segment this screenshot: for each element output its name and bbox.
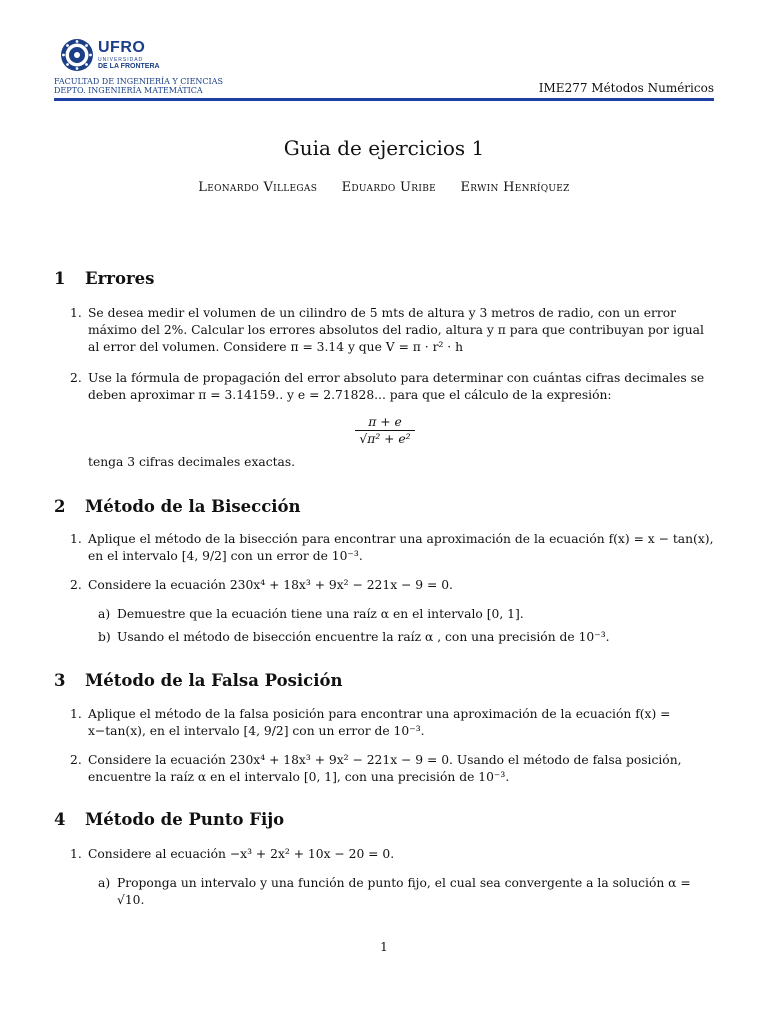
faculty-line: FACULTAD DE INGENIERÍA Y CIENCIAS bbox=[54, 77, 223, 86]
faculty-info bbox=[54, 77, 223, 95]
document-title: Guia de ejercicios 1 bbox=[283, 136, 485, 160]
section-title: Errores bbox=[85, 269, 155, 288]
item-number: 2. bbox=[70, 371, 82, 385]
sub-item bbox=[98, 606, 718, 623]
item-number: 2. bbox=[70, 578, 82, 592]
item-text: Aplique el método de la falsa posición para encontrar una aproximación de la ecuación f(x) = x−tan(x), en el intervalo [4, 9/2] con un error de 10⁻³. bbox=[88, 707, 671, 738]
item-number: 1. bbox=[70, 532, 82, 546]
brand-name: UFRO bbox=[98, 39, 146, 56]
sub-item-text: Proponga un intervalo y una función de punto fijo, el cual sea convergente a la solución α = √10. bbox=[117, 876, 691, 907]
exercise-item bbox=[70, 752, 716, 786]
item-text: Aplique el método de la bisección para encontrar una aproximación de la ecuación f(x) = x − tan(x), en el intervalo [4, 9/2] con un error de 10⁻³. bbox=[88, 532, 714, 563]
item-text: Considere la ecuación 230x⁴ + 18x³ + 9x² − 221x − 9 = 0. bbox=[88, 578, 453, 592]
fraction-equation bbox=[330, 415, 440, 446]
department-line: DEPTO. INGENIERÍA MATEMÁTICA bbox=[54, 86, 203, 95]
section-heading bbox=[54, 671, 343, 690]
sub-item-label: b) bbox=[98, 630, 111, 644]
ufro-logo bbox=[60, 38, 160, 76]
section-title: Método de la Bisección bbox=[85, 497, 301, 516]
exercise-item bbox=[70, 370, 716, 404]
author: Leonardo Villegas bbox=[198, 180, 318, 195]
exercise-item bbox=[70, 305, 716, 356]
item-number: 1. bbox=[70, 847, 82, 861]
course-title: IME277 Métodos Numéricos bbox=[538, 81, 714, 95]
author-list bbox=[0, 180, 768, 195]
fraction-denominator: √π² + e² bbox=[359, 432, 411, 446]
section-number: 2 bbox=[54, 497, 66, 516]
brand-subtitle-bold: DE LA FRONTERA bbox=[98, 63, 160, 70]
section-number: 3 bbox=[54, 671, 66, 690]
section-heading bbox=[54, 497, 301, 516]
exercise-item bbox=[70, 531, 716, 565]
author: Erwin Henríquez bbox=[460, 180, 570, 195]
item-number: 2. bbox=[70, 753, 82, 767]
sub-item bbox=[98, 875, 718, 909]
page-number: 1 bbox=[380, 940, 388, 954]
item-number: 1. bbox=[70, 707, 82, 721]
sub-item-text: Demuestre que la ecuación tiene una raíz α en el intervalo [0, 1]. bbox=[117, 607, 524, 621]
sub-item-label: a) bbox=[98, 876, 111, 890]
item-text: Considere al ecuación −x³ + 2x² + 10x − 20 = 0. bbox=[88, 847, 395, 861]
fraction-numerator: π + e bbox=[368, 415, 402, 429]
sub-item-label: a) bbox=[98, 607, 111, 621]
item-text: Use la fórmula de propagación del error absoluto para determinar con cuántas cifras decimales se deben aproximar π = 3.14159.. y e = 2.71828... para que el cálculo de la expresión: bbox=[88, 371, 705, 402]
sub-item-text: Usando el método de bisección encuentre la raíz α , con una precisión de 10⁻³. bbox=[117, 630, 610, 644]
section-title: Método de Punto Fijo bbox=[85, 810, 285, 829]
exercise-item bbox=[70, 706, 716, 740]
brand-subtitle: UNIVERSIDAD bbox=[98, 57, 144, 63]
item-continuation: tenga 3 cifras decimales exactas. bbox=[88, 455, 296, 469]
section-number: 1 bbox=[54, 269, 66, 288]
section-title: Método de la Falsa Posición bbox=[85, 671, 343, 690]
sub-item bbox=[98, 629, 718, 646]
section-number: 4 bbox=[54, 810, 66, 829]
author: Eduardo Uribe bbox=[341, 180, 436, 195]
item-text: Se desea medir el volumen de un cilindro de 5 mts de altura y 3 metros de radio, con un error máximo del 2%. Calcular los errores absolutos del radio, altura y π para que contribuyan por igual al error del volumen. Considere π = 3.14 y que V = π · r² · h bbox=[88, 306, 704, 354]
header-rule bbox=[54, 98, 714, 101]
exercise-item bbox=[70, 577, 716, 594]
section-heading bbox=[54, 269, 154, 288]
item-text: Considere la ecuación 230x⁴ + 18x³ + 9x² − 221x − 9 = 0. Usando el método de falsa posición, encuentre la raíz α en el intervalo [0, 1], con una precisión de 10⁻³. bbox=[88, 753, 682, 784]
item-number: 1. bbox=[70, 306, 82, 320]
section-heading bbox=[54, 810, 284, 829]
university-seal-icon bbox=[60, 38, 94, 72]
exercise-item bbox=[70, 846, 716, 863]
